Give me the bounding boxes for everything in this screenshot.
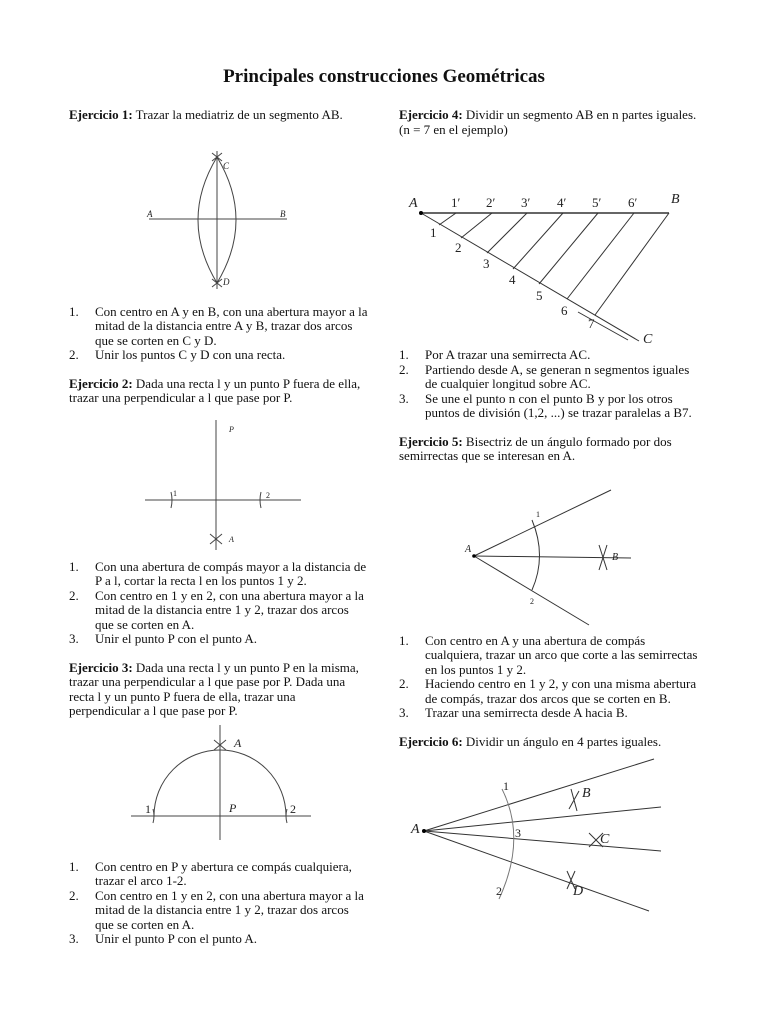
exercise-1-label: Ejercicio 1: [69, 107, 133, 122]
exercise-4-figure-tail [399, 312, 704, 342]
ex5-label-2: 2 [530, 596, 534, 606]
ex4-label-b: B [671, 192, 680, 207]
ex4-num-6: 6 [561, 303, 568, 318]
exercise-5-text: Bisectriz de un ángulo formado por dos semirrectas que se interesan en A. [399, 433, 672, 463]
step: 1. Con centro en P y abertura ce compás cualquiera, trazar el arco 1-2. [69, 858, 352, 888]
ex6-label-d: D [573, 884, 584, 899]
exercise-5-statement [399, 435, 704, 464]
exercise-3-label: Ejercicio 3: [69, 659, 133, 675]
exercise-2-label: Ejercicio 2: [69, 375, 133, 391]
exercise-6-figure [399, 759, 704, 934]
exercise-3-steps [69, 860, 369, 947]
ex4-prime-6: 6′ [628, 195, 638, 210]
exercise-1-figure [69, 127, 369, 297]
ex5-label-1: 1 [536, 509, 540, 519]
exercise-3-text: Dada una recta l y un punto P en la misma, trazar una perpendicular a l que pase por P. Dada una recta l y un punto P fuera de ella, trazar una perpendicular a l que pase por P. [69, 659, 359, 718]
ex4-num-2: 2 [455, 240, 462, 255]
exercise-2-statement [69, 377, 369, 406]
exercise-1-steps [69, 305, 369, 363]
exercise-4-figure [399, 141, 704, 347]
left-column [69, 108, 369, 947]
exercise-4-label: Ejercicio 4: [399, 107, 463, 122]
exercise-3-statement [69, 661, 369, 719]
exercise-2-text: Dada una recta l y un punto P fuera de ella, trazar una perpendicular a l que pase por P. [69, 375, 361, 405]
ex2-label-1: 1 [173, 488, 177, 498]
ex2-label-p: P [229, 424, 234, 434]
ex4-num-7: 7 [588, 316, 595, 331]
ex5-label-b: B [612, 551, 619, 563]
step: 2. Unir los puntos C y D con una recta. [69, 347, 286, 362]
ex5-label-a: A [465, 543, 472, 555]
exercise-2-figure [69, 410, 369, 550]
ex1-label-b: B [280, 208, 286, 219]
ex4-label-a: A [409, 196, 418, 211]
ex6-label-b: B [582, 786, 591, 801]
step: 3. Unir el punto P con el punto A. [69, 931, 258, 946]
exercise-4-statement [399, 108, 704, 137]
step: 2. Con centro en 1 y en 2, con una abertura mayor a la mitad de la distancia entre 1 y 2, trazar dos arcos que se corten en A. [69, 587, 364, 632]
ex6-label-a: A [411, 822, 420, 837]
ex4-prime-1: 1′ [451, 195, 461, 210]
ex4-prime-4: 4′ [557, 195, 567, 210]
ex6-label-1: 1 [503, 779, 509, 793]
step: 1. Con una abertura de compás mayor a la distancia de P a l, cortar la recta l en los puntos 1 y 2. [69, 558, 367, 588]
ex6-label-3: 3 [515, 826, 521, 840]
step: 2. Con centro en 1 y en 2, con una abertura mayor a la mitad de la distancia entre 1 y 2, trazar dos arcos que se corten en A. [69, 887, 364, 932]
step: 3. Trazar una semirrecta desde A hacia B. [399, 705, 628, 720]
step: 1. Con centro en A y en B, con una abertura mayor a la mitad de la distancia entre A y B, trazar dos arcos que se corten en C y D. [69, 303, 368, 348]
exercise-6-statement [399, 735, 704, 750]
ex4-label-c: C [643, 332, 653, 347]
exercise-5-figure [399, 470, 704, 630]
ex1-label-a: A [147, 208, 153, 219]
step: 1. Por A trazar una semirrecta AC. [399, 347, 591, 362]
exercise-3-figure [69, 725, 369, 850]
right-column [399, 108, 704, 934]
exercise-2-steps [69, 560, 369, 647]
ex1-label-d: D [223, 276, 230, 287]
exercise-1-text: Trazar la mediatriz de un segmento AB. [135, 107, 343, 122]
exercise-4-steps [399, 348, 704, 421]
ex3-label-p: P [229, 800, 237, 815]
ex4-num-4: 4 [509, 272, 516, 287]
step: 1. Con centro en A y una abertura de compás cualquiera, trazar un arco que corte a las semirrectas en los puntos 1 y 2. [399, 632, 698, 677]
ex4-prime-5: 5′ [592, 195, 602, 210]
exercise-6-text: Dividir un ángulo en 4 partes iguales. [465, 733, 662, 749]
ex3-label-a: A [234, 735, 242, 750]
ex6-label-2: 2 [496, 884, 502, 898]
ex4-num-1: 1 [430, 225, 437, 240]
exercise-1-statement [69, 108, 369, 123]
ex2-label-a: A [229, 534, 234, 544]
step: 3. Unir el punto P con el punto A. [69, 631, 258, 646]
exercise-6-label: Ejercicio 6: [399, 733, 463, 749]
page-title: Principales construcciones Geométricas [223, 66, 545, 87]
ex3-label-2: 2 [290, 801, 296, 816]
ex3-label-1: 1 [145, 801, 151, 816]
step: 2. Haciendo centro en 1 y 2, y con una misma abertura de compás, trazar dos arcos que se corten en B. [399, 676, 697, 706]
ex2-label-2: 2 [266, 490, 270, 500]
ex1-label-c: C [223, 160, 230, 171]
ex4-prime-2: 2′ [486, 195, 496, 210]
step: 2. Partiendo desde A, se generan n segmentos iguales de cualquier longitud sobre AC. [399, 361, 690, 391]
exercise-4-text: Dividir un segmento AB en n partes iguales. (n = 7 en el ejemplo) [399, 107, 697, 137]
ex4-prime-3: 3′ [521, 195, 531, 210]
ex4-num-5: 5 [536, 288, 543, 303]
exercise-5-label: Ejercicio 5: [399, 433, 463, 449]
step: 3. Se une el punto n con el punto B y por los otros puntos de división (1,2, ...) se trazar paralelas a B7. [399, 390, 692, 420]
ex6-label-c: C [600, 832, 610, 847]
exercise-5-steps [399, 634, 704, 721]
ex4-num-3: 3 [483, 256, 490, 271]
